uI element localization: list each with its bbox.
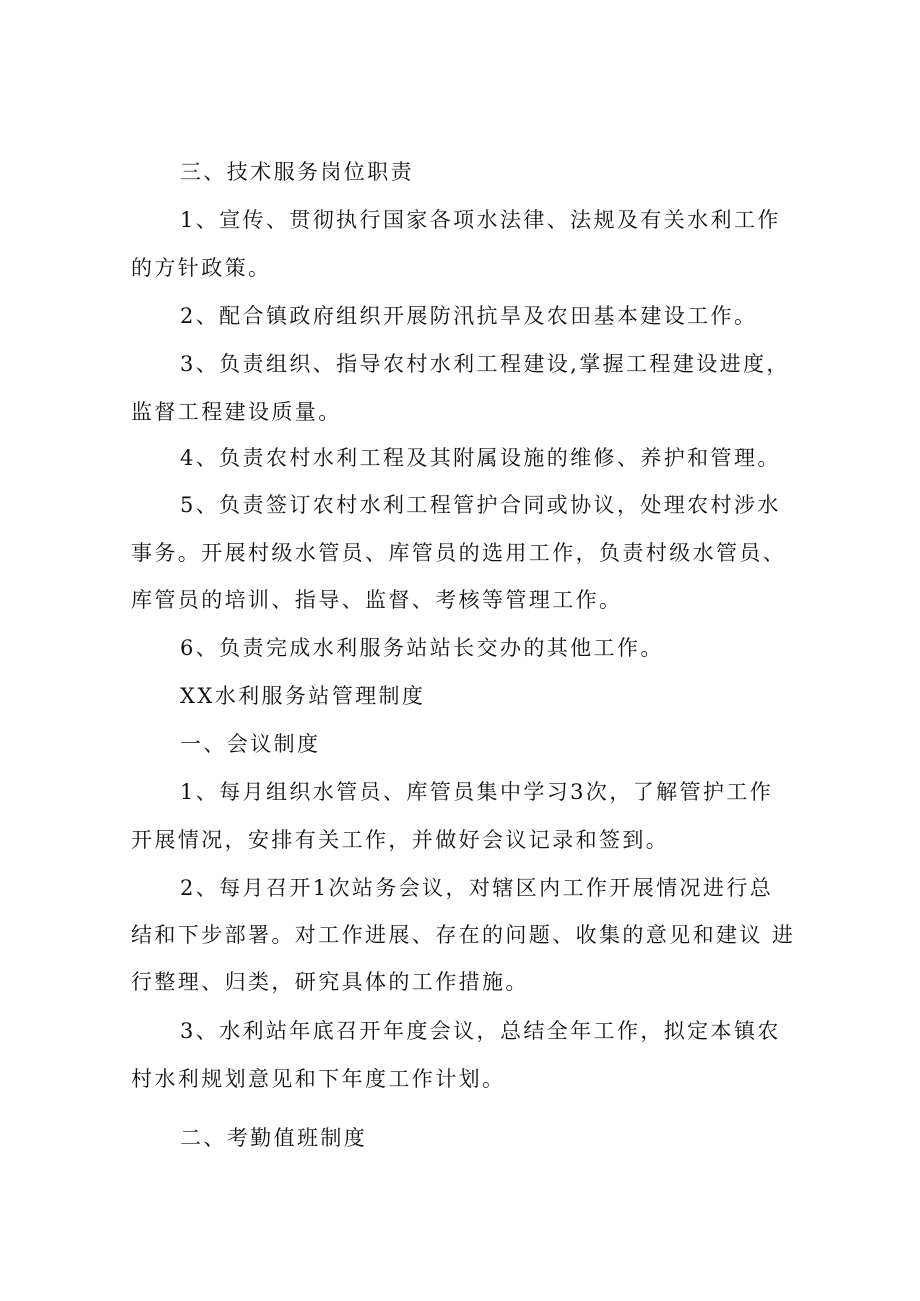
paragraph-line: 行整理、归类，研究具体的工作措施。 [131, 970, 529, 994]
paragraph-line: 5、负责签订农村水利工程管护合同或协议，处理农村涉水 [180, 493, 781, 517]
paragraph-line: 1、宣传、贯彻执行国家各项水法律、法规及有关水利工作 [180, 208, 781, 232]
paragraph-line: 4、负责农村水利工程及其附属设施的维修、养护和管理。 [180, 446, 781, 470]
paragraph-line: 2、每月召开1次站务会议，对辖区内工作开展情况进行总 [180, 876, 774, 900]
section-heading-attendance: 二、考勤值班制度 [180, 1126, 368, 1150]
paragraph-line: 监督工程建设质量。 [131, 400, 342, 424]
paragraph-line: 6、负责完成水利服务站站长交办的其他工作。 [180, 636, 664, 660]
section-heading-tech-service: 三、技术服务岗位职责 [180, 160, 414, 184]
paragraph-line: 的方针政策。 [131, 256, 272, 280]
paragraph-line: 结和下步部署。对工作进展、存在的问题、收集的意见和建议 进 [131, 923, 796, 947]
paragraph-line: 库管员的培训、指导、监督、考核等管理工作。 [131, 588, 623, 612]
paragraph-line: 村水利规划意见和下年度工作计划。 [131, 1067, 506, 1091]
paragraph-line: 事务。开展村级水管员、库管员的选用工作，负责村级水管员、 [131, 541, 787, 565]
document-title: XX水利服务站管理制度 [180, 684, 426, 708]
paragraph-line: 2、配合镇政府组织开展防汛抗旱及农田基本建设工作。 [180, 304, 758, 328]
paragraph-line: 开展情况，安排有关工作，并做好会议记录和签到。 [131, 828, 670, 852]
section-heading-meeting: 一、会议制度 [180, 732, 321, 756]
paragraph-line: 3、负责组织、指导农村水利工程建设,掌握工程建设进度， [180, 352, 790, 376]
paragraph-line: 3、水利站年底召开年度会议，总结全年工作，拟定本镇农 [180, 1019, 781, 1043]
paragraph-line: 1、每月组织水管员、库管员集中学习3次，了解管护工作 [180, 780, 774, 804]
